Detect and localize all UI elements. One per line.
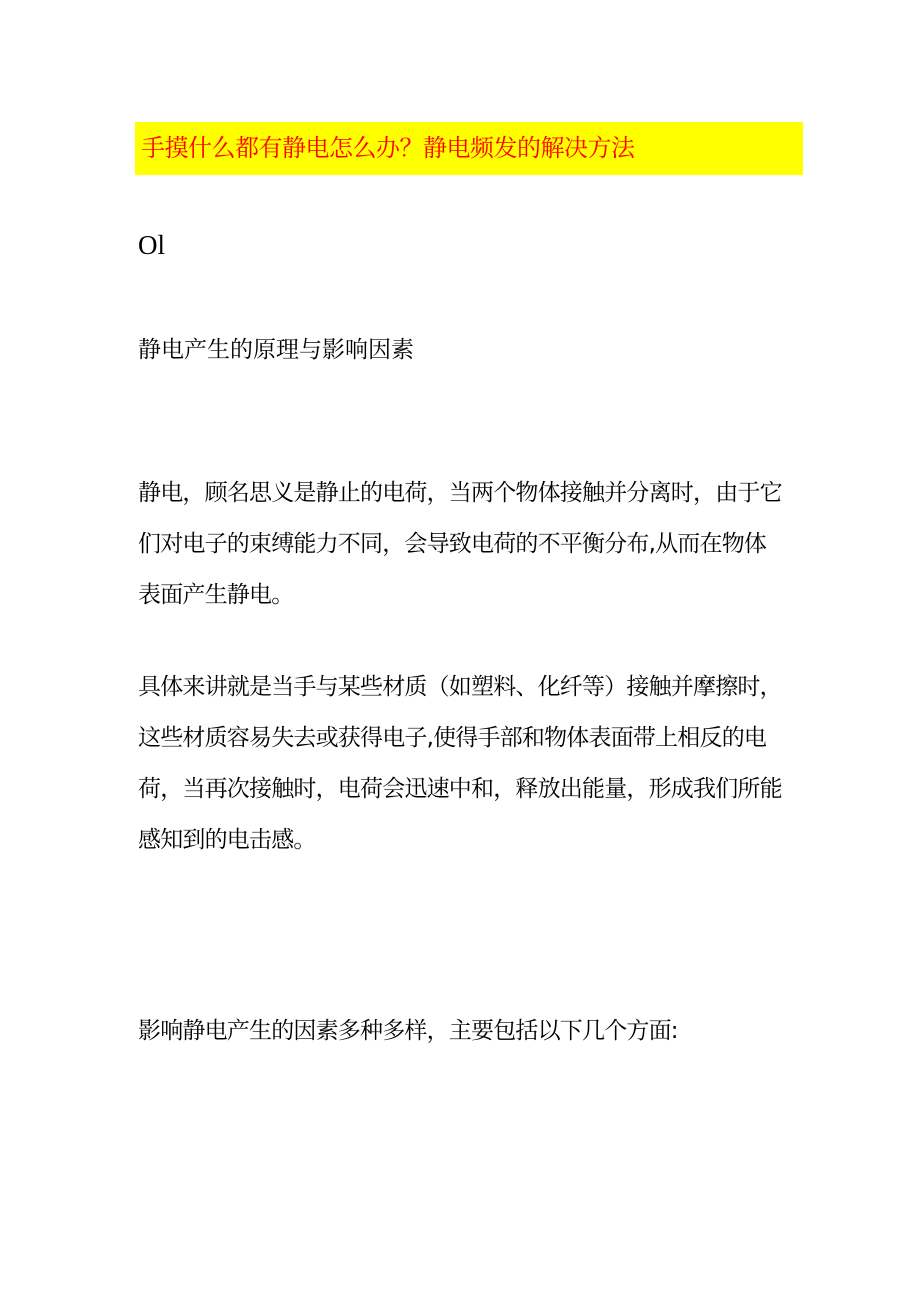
paragraph-line: 静电，顾名思义是静止的电荷，当两个物体接触并分离时，由于它 — [138, 480, 782, 506]
closing-paragraph: 影响静电产生的因素多种多样，主要包括以下几个方面: — [138, 1018, 678, 1044]
paragraph-line: 们对电子的束缚能力不同，会导致电荷的不平衡分布,从而在物体 — [138, 531, 767, 557]
paragraph-static-detail — [138, 662, 808, 866]
paragraph-line: 感知到的电击感。 — [138, 827, 316, 853]
section-number: Ol — [138, 230, 165, 260]
section-heading: 静电产生的原理与影响因素 — [138, 337, 414, 363]
paragraph-static-definition — [138, 468, 808, 621]
paragraph-line: 荷，当再次接触时，电荷会迅速中和，释放出能量，形成我们所能 — [138, 776, 782, 802]
title-highlight — [135, 122, 803, 175]
paragraph-line: 表面产生静电。 — [138, 582, 294, 608]
paragraph-line: 这些材质容易失去或获得电子,使得手部和物体表面带上相反的电 — [138, 725, 767, 751]
document-title: 手摸什么都有静电怎么办？静电频发的解决方法 — [141, 134, 635, 162]
paragraph-line: 具体来讲就是当手与某些材质（如塑料、化纤等）接触并摩擦时， — [138, 674, 782, 700]
